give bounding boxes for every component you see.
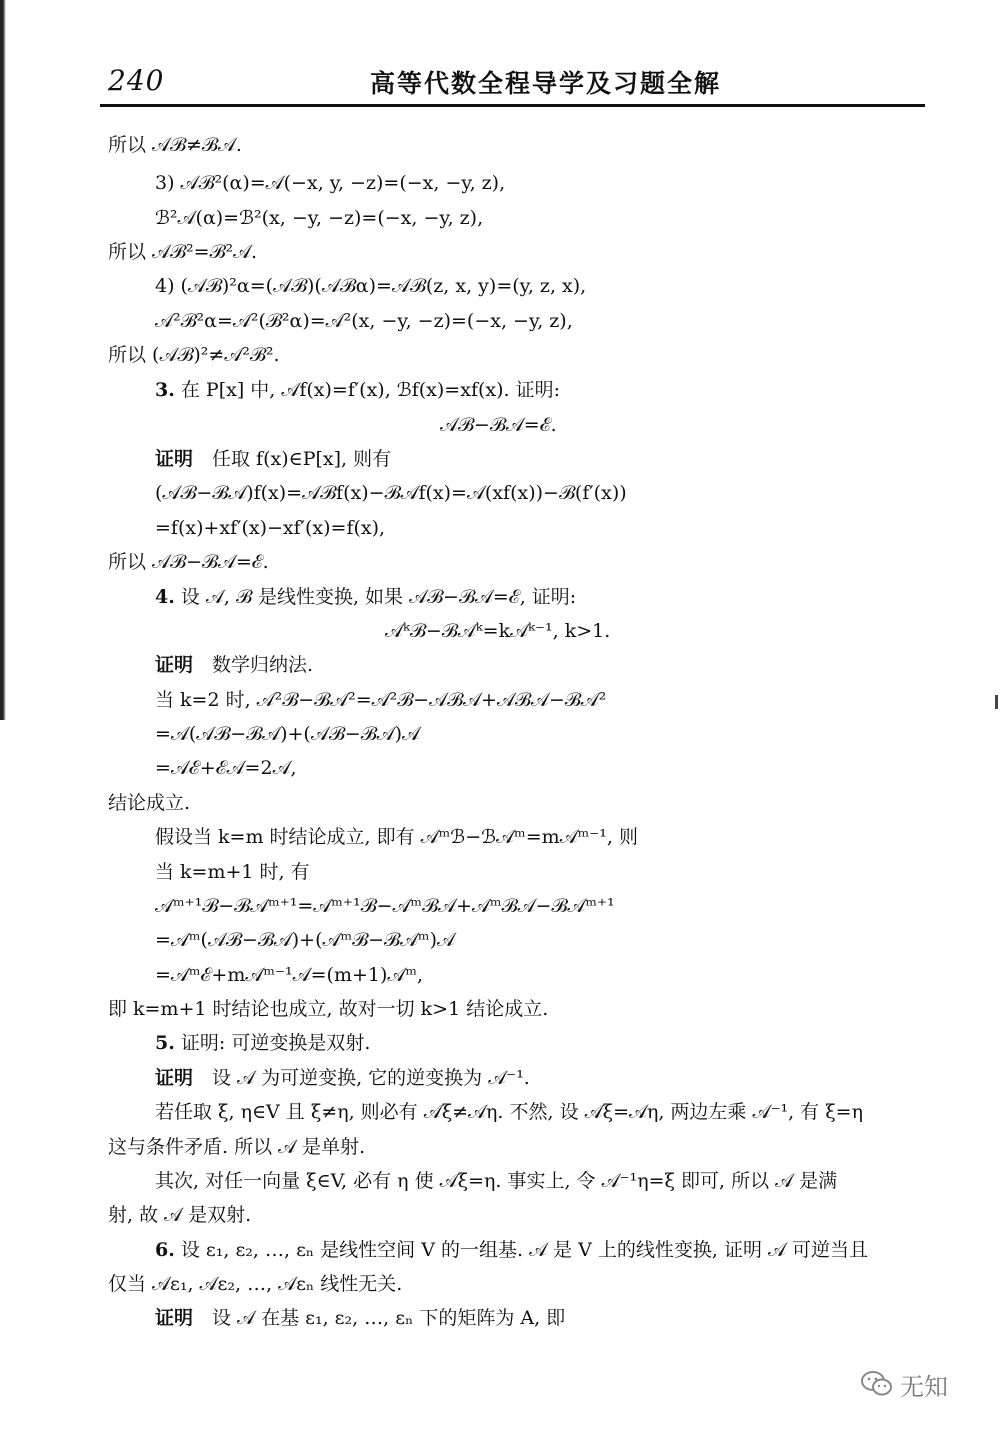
text-line: 5. 证明: 可逆变换是双射.	[155, 1032, 371, 1054]
page-edge-shadow	[0, 0, 6, 720]
text-line: 𝒜ℬ−ℬ𝒜=ℰ.	[440, 414, 557, 436]
page-header	[108, 60, 920, 100]
text-line: 证明 数学归纳法.	[155, 654, 314, 676]
running-title: 高等代数全程导学及习题全解	[370, 69, 722, 98]
text-line: 所以 𝒜ℬ≠ℬ𝒜.	[108, 134, 242, 156]
page-number: 240	[108, 64, 165, 97]
text-line: 射, 故 𝒜 是双射.	[108, 1204, 252, 1226]
text-line: 𝒜ᵐ⁺¹ℬ−ℬ𝒜ᵐ⁺¹=𝒜ᵐ⁺¹ℬ−𝒜ᵐℬ𝒜+𝒜ᵐℬ𝒜−ℬ𝒜ᵐ⁺¹	[155, 895, 615, 917]
text-line: 4. 设 𝒜, ℬ 是线性变换, 如果 𝒜ℬ−ℬ𝒜=ℰ, 证明:	[155, 586, 577, 608]
wechat-icon	[860, 1370, 894, 1398]
text-line: =𝒜(𝒜ℬ−ℬ𝒜)+(𝒜ℬ−ℬ𝒜)𝒜	[155, 723, 421, 745]
text-line: 𝒜ᵏℬ−ℬ𝒜ᵏ=k𝒜ᵏ⁻¹, k>1.	[385, 620, 611, 642]
text-line: 所以 (𝒜ℬ)²≠𝒜²ℬ².	[108, 344, 280, 366]
text-line: 𝒜²ℬ²α=𝒜²(ℬ²α)=𝒜²(x, −y, −z)=(−x, −y, z),	[155, 310, 573, 332]
text-line: 结论成立.	[108, 792, 191, 814]
header-rule	[100, 104, 925, 107]
text-line: 即 k=m+1 时结论也成立, 故对一切 k>1 结论成立.	[108, 998, 549, 1020]
text-line: 所以 𝒜ℬ−ℬ𝒜=ℰ.	[108, 551, 269, 573]
scan-speck	[995, 695, 998, 709]
text-line: 这与条件矛盾. 所以 𝒜 是单射.	[108, 1136, 366, 1158]
watermark-text: 无知	[900, 1372, 948, 1401]
text-line: =𝒜ᵐ(𝒜ℬ−ℬ𝒜)+(𝒜ᵐℬ−ℬ𝒜ᵐ)𝒜	[155, 929, 455, 951]
text-line: 仅当 𝒜ε₁, 𝒜ε₂, …, 𝒜εₙ 线性无关.	[108, 1273, 403, 1295]
text-line: 证明 设 𝒜 在基 ε₁, ε₂, …, εₙ 下的矩阵为 A, 即	[155, 1307, 566, 1329]
text-line: 6. 设 ε₁, ε₂, …, εₙ 是线性空间 V 的一组基. 𝒜 是 V 上的线性变换, 证明 𝒜 可逆当且	[155, 1239, 869, 1261]
text-line: (𝒜ℬ−ℬ𝒜)f(x)=𝒜ℬf(x)−ℬ𝒜f(x)=𝒜(xf(x))−ℬ(f′(x))	[155, 482, 627, 504]
watermark	[860, 1364, 948, 1404]
text-line: 3) 𝒜ℬ²(α)=𝒜(−x, y, −z)=(−x, −y, z),	[155, 172, 506, 194]
text-line: 当 k=m+1 时, 有	[155, 861, 310, 883]
text-line: ℬ²𝒜(α)=ℬ²(x, −y, −z)=(−x, −y, z),	[155, 207, 484, 229]
text-line: =𝒜ᵐℰ+m𝒜ᵐ⁻¹𝒜=(m+1)𝒜ᵐ,	[155, 964, 424, 986]
text-line: 所以 𝒜ℬ²=ℬ²𝒜.	[108, 241, 258, 263]
text-line: 当 k=2 时, 𝒜²ℬ−ℬ𝒜²=𝒜²ℬ−𝒜ℬ𝒜+𝒜ℬ𝒜−ℬ𝒜²	[155, 689, 607, 711]
text-line: =𝒜ℰ+ℰ𝒜=2𝒜,	[155, 757, 297, 779]
text-line: 4) (𝒜ℬ)²α=(𝒜ℬ)(𝒜ℬα)=𝒜ℬ(z, x, y)=(y, z, x),	[155, 275, 587, 297]
text-line: 证明 任取 f(x)∈P[x], 则有	[155, 448, 392, 470]
text-line: 3. 在 P[x] 中, 𝒜f(x)=f′(x), ℬf(x)=xf(x). 证明:	[155, 379, 560, 401]
text-line: 假设当 k=m 时结论成立, 即有 𝒜ᵐℬ−ℬ𝒜ᵐ=m𝒜ᵐ⁻¹, 则	[155, 826, 638, 848]
text-line: 证明 设 𝒜 为可逆变换, 它的逆变换为 𝒜⁻¹.	[155, 1067, 530, 1089]
text-line: =f(x)+xf′(x)−xf′(x)=f(x),	[155, 517, 386, 539]
text-line: 其次, 对任一向量 ξ∈V, 必有 η 使 𝒜ξ=η. 事实上, 令 𝒜⁻¹η=ξ 即可, 所以 𝒜 是满	[155, 1170, 838, 1192]
text-line: 若任取 ξ, η∈V 且 ξ≠η, 则必有 𝒜ξ≠𝒜η. 不然, 设 𝒜ξ=𝒜η, 两边左乘 𝒜⁻¹, 有 ξ=η	[155, 1101, 863, 1123]
